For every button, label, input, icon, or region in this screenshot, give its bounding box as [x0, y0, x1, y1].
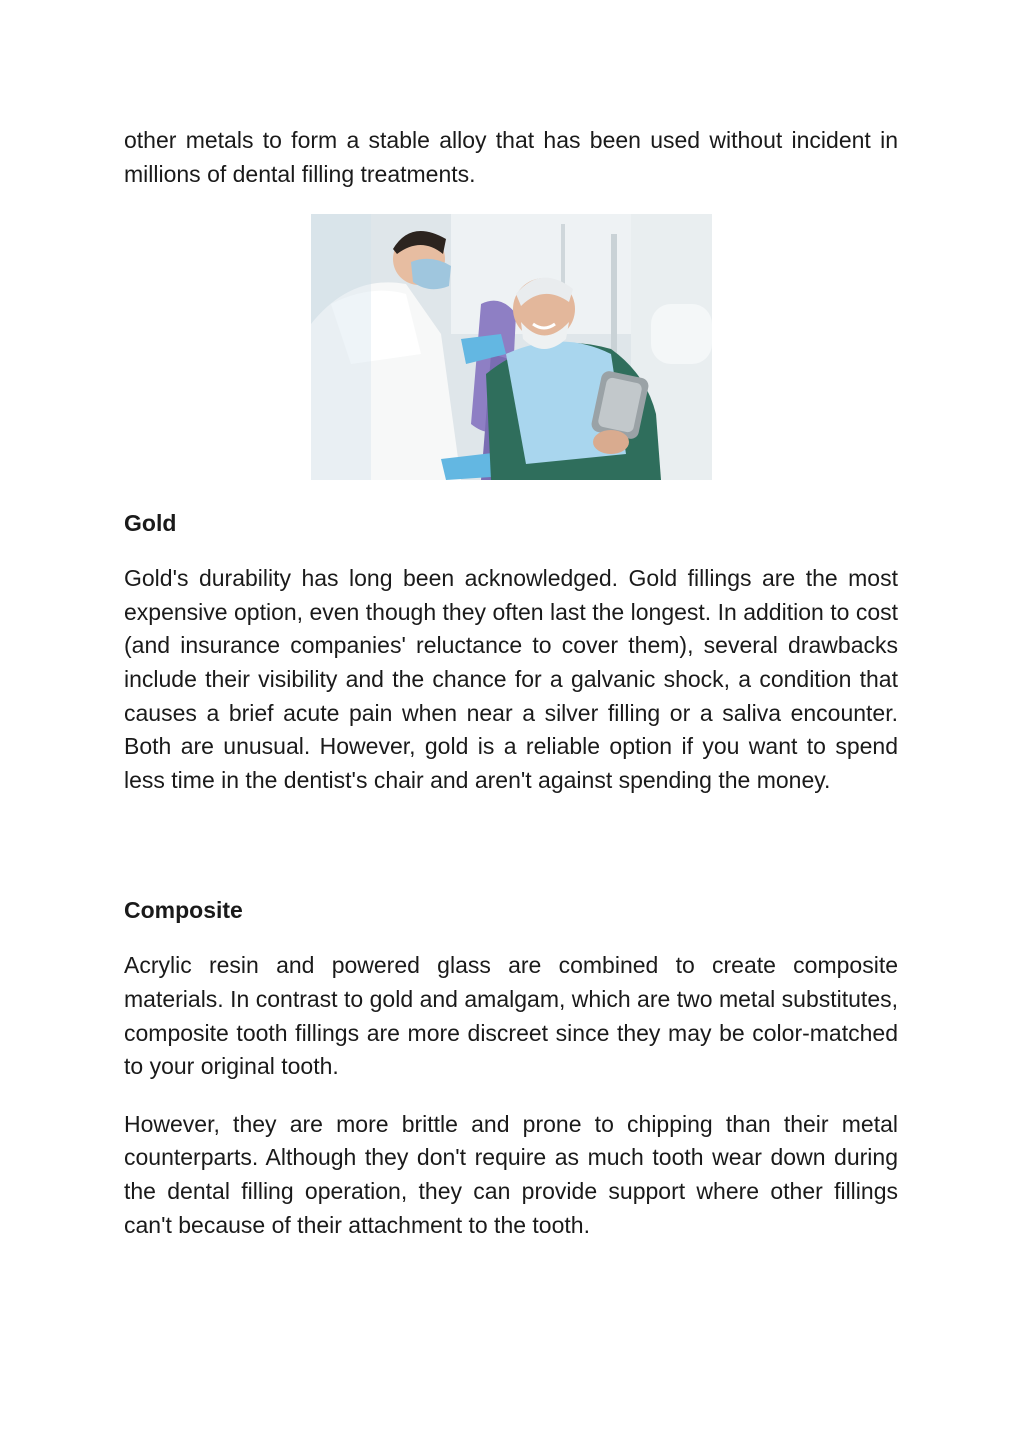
- intro-paragraph: other metals to form a stable alloy that has been used without incident in millions of dental filling treatments.: [124, 127, 898, 187]
- composite-heading: Composite: [124, 897, 243, 924]
- document-page: [124, 124, 898, 1242]
- composite-paragraph-1: Acrylic resin and powered glass are combined to create composite materials. In contrast to gold and amalgam, which are two metal substitutes, composite tooth fillings are more discreet since they may be color-matched to your original tooth.: [124, 952, 898, 1080]
- composite-paragraph-2: However, they are more brittle and prone to chipping than their metal counterparts. Although they don't require as much tooth wear down during the dental filling operation, they can provide support where other fillings can't because of their attachment to the tooth.: [124, 1110, 898, 1238]
- gold-heading: Gold: [124, 510, 177, 537]
- dental-photo-illustration: [311, 214, 712, 480]
- dental-photo: [311, 214, 712, 480]
- gold-paragraph: Gold's durability has long been acknowledged. Gold fillings are the most expensive option, even though they often last the longest. In addition to cost (and insurance companies' reluctance to cover them), several drawbacks include their visibility and the chance for a galvanic shock, a condition that causes a brief acute pain when near a silver filling or a saliva encounter. Both are unusual. However, gold is a reliable option if you want to spend less time in the dentist's chair and aren't against spending the money.: [124, 565, 898, 793]
